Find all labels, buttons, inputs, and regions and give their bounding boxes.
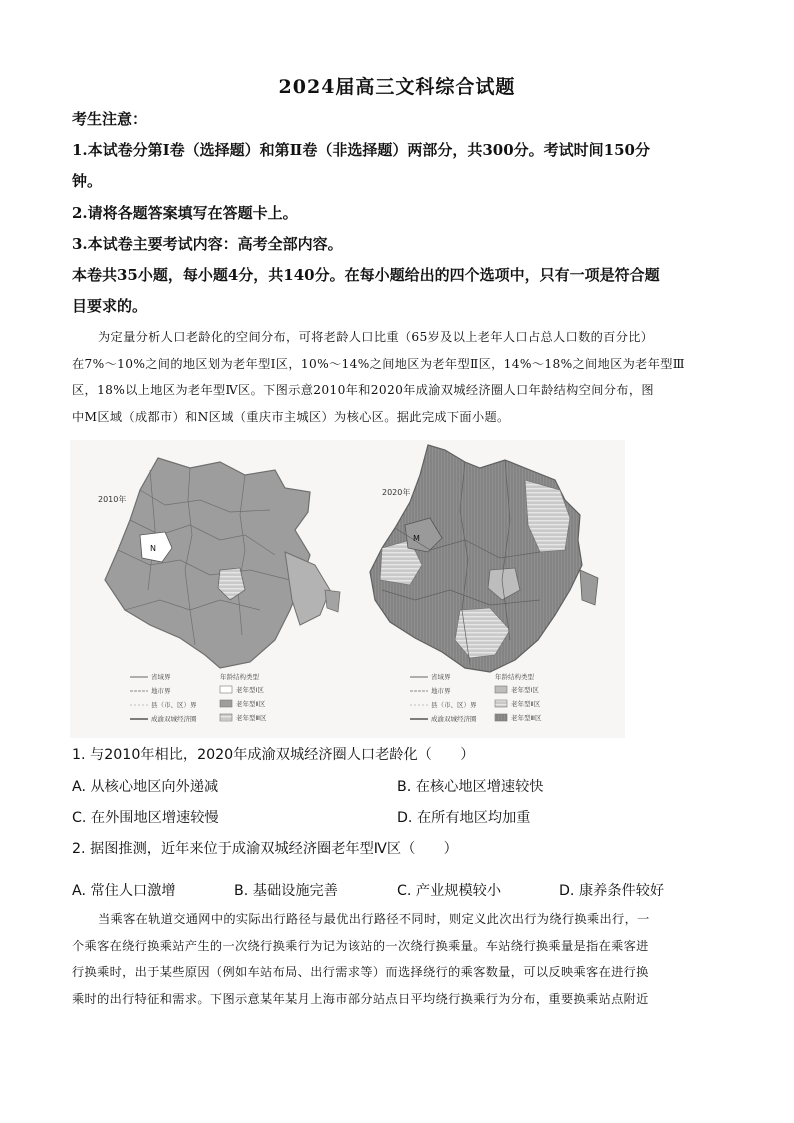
legend-type-title: 年龄结构类型	[220, 673, 259, 681]
map-2010-year: 2010年	[98, 495, 127, 504]
map-2010-core-label: N	[150, 544, 156, 553]
notice-item-1-cont: 钟。	[72, 172, 103, 190]
question-2-stem: 2. 据图推测，近年来位于成渝双城经济圈老年型Ⅳ区（ ）	[72, 841, 458, 857]
passage-line: 行换乘时，出于某些原因（例如车站布局、出行需求等）而选择绕行的乘客数量，可以反映乘客在进行换	[72, 965, 649, 979]
question-2-option-a[interactable]: A. 常住人口激增	[72, 883, 176, 899]
passage-line: 乘时的出行特征和需求。下图示意某年某月上海市部分站点日平均绕行换乘行为分布，重要换乘站点附近	[72, 991, 649, 1006]
legend-county-boundary: 县（市、区）界	[151, 701, 197, 709]
legend-type-title: 年龄结构类型	[495, 673, 534, 681]
legend-type-3: 老年型Ⅲ区	[511, 714, 542, 722]
legend-economic-circle: 成渝双城经济圈	[151, 715, 197, 723]
legend-type-1: 老年型Ⅰ区	[236, 686, 264, 694]
passage-line: 个乘客在绕行换乘站产生的一次绕行换乘行为记为该站的一次绕行换乘量。车站绕行换乘量是指在乘客进	[72, 938, 649, 953]
legend-type-1: 老年型Ⅰ区	[511, 686, 539, 694]
legend-county-boundary: 县（市、区）界	[431, 701, 477, 709]
legend-type-3: 老年型Ⅲ区	[236, 714, 267, 722]
notice-item-1: 1.本试卷分第Ⅰ卷（选择题）和第Ⅱ卷（非选择题）两部分，共300分。考试时间150分	[72, 141, 650, 159]
legend-type-2: 老年型Ⅱ区	[236, 700, 266, 708]
passage-transfer	[72, 906, 722, 1012]
question-2-option-d[interactable]: D. 康养条件较好	[559, 883, 665, 899]
notice-heading: 考生注意：	[72, 110, 148, 128]
age-structure-maps	[70, 440, 625, 738]
map-2020-year: 2020年	[382, 488, 411, 497]
legend-boundary-title: 省域界	[431, 673, 451, 681]
question-1-option-b[interactable]: B. 在核心地区增速较快	[397, 779, 544, 795]
passage-line: 中M区域（成都市）和N区域（重庆市主城区）为核心区。据此完成下面小题。	[72, 409, 510, 424]
legend-type-2: 老年型Ⅱ区	[511, 700, 541, 708]
section-instruction: 本卷共35小题，每小题4分，共140分。在每小题给出的四个选项中，只有一项是符合题	[72, 266, 660, 284]
section-instruction-cont: 目要求的。	[72, 297, 148, 315]
legend-boundary-title: 省域界	[151, 673, 171, 681]
legend-2020	[410, 672, 542, 723]
question-1-option-d[interactable]: D. 在所有地区均加重	[397, 810, 531, 826]
map-2020	[370, 445, 598, 672]
question-2-option-b[interactable]: B. 基础设施完善	[234, 883, 338, 899]
passage-line: 当乘客在轨道交通网中的实际出行路径与最优出行路径不同时，则定义此次出行为绕行换乘出行，一	[98, 912, 650, 926]
notice-item-2: 2.请将各题答案填写在答题卡上。	[72, 204, 298, 222]
question-1-option-c[interactable]: C. 在外围地区增速较慢	[72, 810, 219, 826]
question-1-stem: 1. 与2010年相比，2020年成渝双城经济圈人口老龄化（ ）	[72, 747, 475, 763]
passage-line: 在7%～10%之间的地区划为老年型Ⅰ区，10%～14%之间地区为老年型Ⅱ区，14%～18%之间地区为老年型Ⅲ	[72, 356, 685, 371]
legend-city-boundary: 地市界	[431, 687, 451, 695]
question-1-option-a[interactable]: A. 从核心地区向外递减	[72, 779, 219, 795]
legend-2010	[130, 672, 267, 723]
legend-economic-circle: 成渝双城经济圈	[431, 715, 477, 723]
legend-city-boundary: 地市界	[151, 687, 171, 695]
passage-aging	[72, 324, 722, 430]
map-2010	[98, 458, 340, 668]
map-2020-core-label: M	[413, 534, 420, 543]
page-title: 2024届高三文科综合试题	[278, 76, 516, 98]
passage-line: 为定量分析人口老龄化的空间分布，可将老龄人口比重（65岁及以上老年人口占总人口数的百分比）	[98, 330, 654, 344]
notice-item-3: 3.本试卷主要考试内容：高考全部内容。	[72, 235, 343, 253]
question-2-option-c[interactable]: C. 产业规模较小	[397, 883, 502, 899]
passage-line: 区，18%以上地区为老年型Ⅳ区。下图示意2010年和2020年成渝双城经济圈人口年龄结构空间分布，图	[72, 383, 654, 397]
